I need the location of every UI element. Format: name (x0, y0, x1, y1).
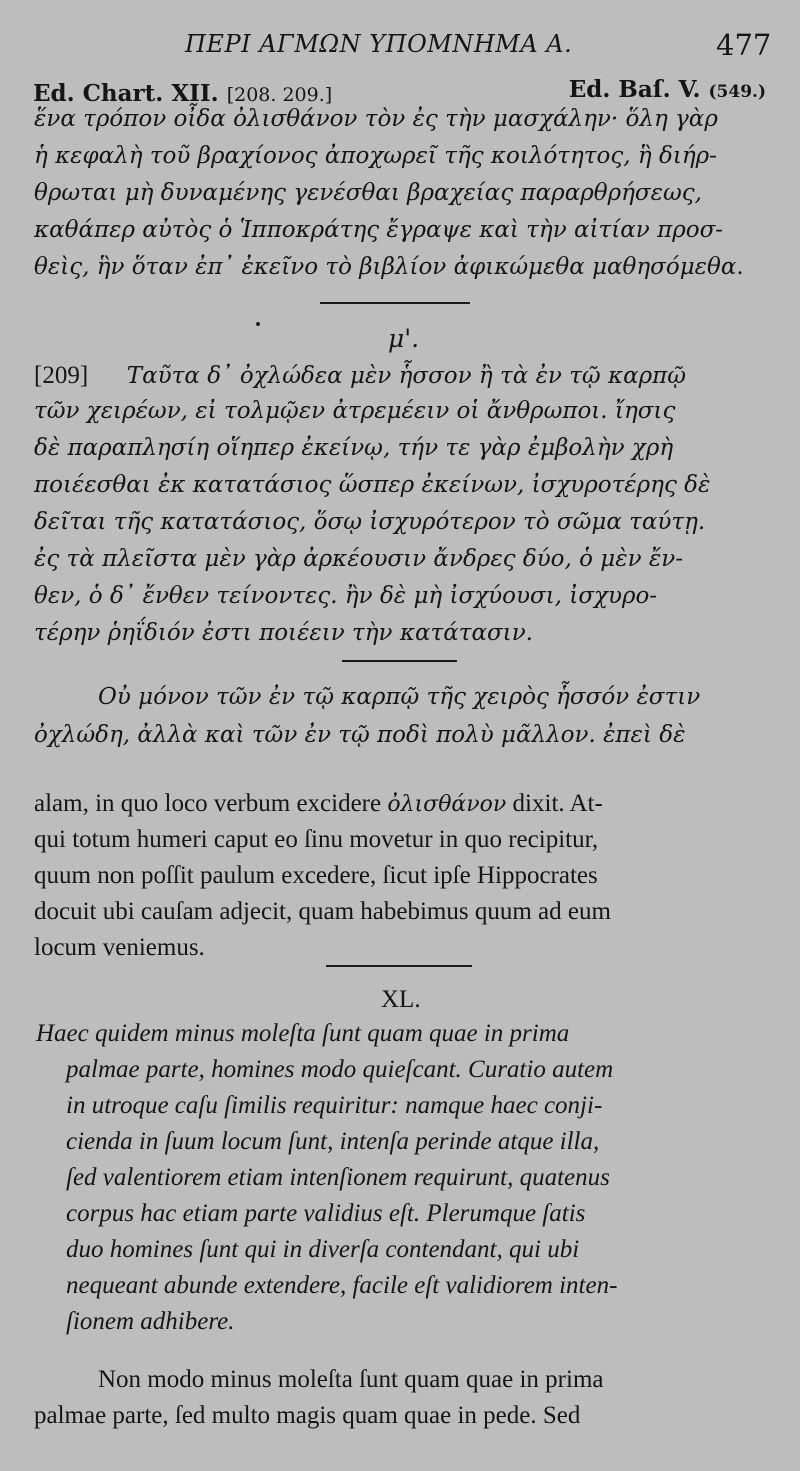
latin-italic-line: in utroque caſu ſimilis requiritur: namque haec conji- (66, 1092, 603, 1119)
greek-line: τῶν χειρέων, εἰ τολμῷεν ἀτρεμέειν οἱ ἄνθρωποι. ἴησις (34, 398, 676, 424)
latin-line: locum veniemus. (34, 934, 205, 961)
greek-line: τέρην ῥηΐδιόν ἐστι ποιέειν τὴν κατάτασιν. (34, 620, 533, 646)
latin-italic-line: ſed valentiorem etiam intenſionem requirunt, quatenus (66, 1164, 610, 1191)
latin-first-line (34, 790, 603, 818)
latin-line: Non modo minus moleſta ſunt quam quae in prima (98, 1366, 604, 1393)
greek-line: ὀχλώδη, ἀλλὰ καὶ τῶν ἐν τῷ ποδὶ πολὺ μᾶλλον. ἐπεὶ δὲ (34, 722, 686, 748)
latin-italic-line: ſionem adhibere. (66, 1308, 235, 1335)
latin-line: palmae parte, ſed multo magis quam quae in pede. Sed (34, 1402, 581, 1429)
ink-speck (256, 322, 260, 326)
greek-line: δεῖται τῆς κατατάσιος, ὅσῳ ἰσχυρότερον τὸ σῶμα ταύτῃ. (34, 509, 706, 535)
section-divider (320, 302, 470, 304)
latin-italic-line: cienda in ſuum locum ſunt, intenſa perinde atque illa, (66, 1128, 600, 1155)
greek-line: Οὐ μόνον τῶν ἐν τῷ καρπῷ τῆς χειρὸς ἧσσόν ἐστιν (98, 684, 701, 710)
edition-chart-reference (33, 80, 332, 107)
latin-line: quum non poſſit paulum excedere, ſicut ipſe Hippocrates (34, 862, 598, 889)
latin-text: alam, in quo loco verbum excidere (34, 790, 382, 817)
latin-line: docuit ubi cauſam adjecit, quam habebimus quum ad eum (34, 898, 611, 925)
greek-line: θεὶς, ἣν ὅταν ἐπ᾽ ἐκεῖνο τὸ βιβλίον ἀφικώμεθα μαθησόμεθα. (34, 254, 744, 280)
latin-italic-line: duo homines ſunt qui in diverſa contendant, qui ubi (66, 1236, 580, 1263)
latin-line: qui totum humeri caput eo ſinu movetur in quo recipitur, (34, 826, 599, 853)
greek-line: θρωται μὴ δυναμένης γενέσθαι βραχείας παραρθρήσεως, (34, 180, 702, 206)
edition-chart-pages: [208. 209.] (226, 84, 333, 106)
greek-line: δὲ παραπλησίη οἵηπερ ἐκείνῳ, τήν τε γὰρ ἐμβολὴν χρὴ (34, 435, 674, 461)
edition-basel-reference (569, 76, 766, 103)
edition-basel-page: (549.) (708, 82, 766, 102)
section-divider (326, 965, 472, 967)
edition-basel-label: Ed. Baſ. V. (568, 76, 701, 103)
greek-line: θεν, ὁ δ᾽ ἔνθεν τείνοντες. ἢν δὲ μὴ ἰσχύουσι, ἰσχυρο- (34, 583, 658, 609)
greek-text: Ταῦτα δ᾽ ὀχλώδεα μὲν ἧσσον ἢ τὰ ἐν τῷ καρπῷ (126, 363, 687, 389)
greek-line: ποιέεσθαι ἐκ κατατάσιος ὥσπερ ἐκείνων, ἰσχυροτέρης δὲ (34, 472, 711, 498)
latin-text: dixit. At- (512, 790, 603, 817)
greek-first-line (34, 362, 686, 390)
greek-line: ἐς τὰ πλεῖστα μὲν γὰρ ἀρκέουσιν ἄνδρες δύο, ὁ μὲν ἔν- (34, 546, 683, 572)
latin-italic-line: nequeant abunde extendere, facile eſt validiorem inten- (66, 1272, 618, 1299)
latin-italic-line: palmae parte, homines modo quieſcant. Curatio autem (66, 1056, 614, 1083)
running-title: ΠΕΡΙ ΑΓΜΩΝ ΥΠΟΜΝΗΜΑ Α. (185, 30, 573, 58)
edition-chart-label: Ed. Chart. XII. (33, 80, 219, 107)
greek-line: καθάπερ αὐτὸς ὁ Ἱπποκράτης ἔγραψε καὶ τὴν αἰτίαν προσ- (34, 217, 724, 243)
latin-italic-line: corpus hac etiam parte validius eſt. Plerumque ſatis (66, 1200, 586, 1227)
greek-section-number: μ'. (388, 324, 420, 353)
page-number: 477 (716, 28, 772, 62)
greek-word: ὀλισθάνον (387, 792, 507, 817)
page-marker: [209] (34, 362, 89, 389)
section-divider (342, 660, 457, 662)
latin-italic-line: Haec quidem minus moleſta ſunt quam quae in prima (36, 1020, 570, 1047)
greek-line: ἡ κεφαλὴ τοῦ βραχίονος ἀποχωρεῖ τῆς κοιλότητος, ἣ διήρ- (34, 143, 717, 169)
greek-line: ἕνα τρόπον οἶδα ὀλισθάνον τὸν ἐς τὴν μασχάλην· ὅλη γὰρ (34, 106, 718, 132)
latin-section-number: XL. (381, 986, 421, 1013)
